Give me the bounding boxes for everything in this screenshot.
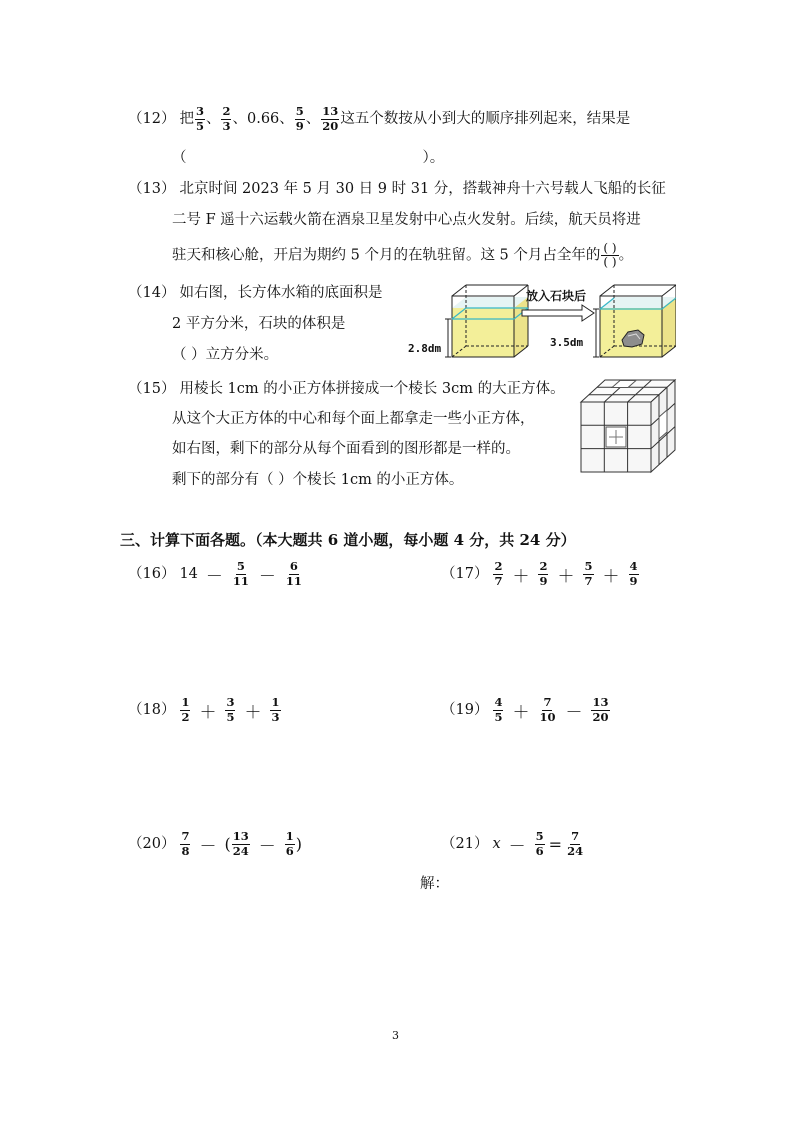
- q14-arrow-label: 放入石块后: [526, 289, 587, 303]
- q19-expression: （19） $\frac{4}{5}$ ＋ $\frac{7}{10}$ － $\frac{13}{20}$: [441, 695, 609, 724]
- q15-line3: 如右图，剩下的部分从每个面看到的图形都是一样的。: [172, 441, 520, 457]
- q14-height-after: 3.5dm: [550, 336, 584, 349]
- q20-number: （20）: [128, 836, 176, 852]
- q13-text-1: 北京时间 2023 年 5 月 30 日 9 时 31 分，搭载神舟十六号载人飞船的长征: [179, 181, 666, 197]
- q15-number: （15）: [128, 381, 176, 397]
- q12-fraction-3: $\frac{5}{9}$: [295, 104, 304, 133]
- q12-sep: 、: [232, 111, 247, 127]
- q18-number: （18）: [128, 702, 176, 718]
- q14-tank-figure: [404, 280, 676, 366]
- q12-number: （12）: [128, 111, 176, 127]
- q12-decimal: 0.66: [246, 111, 280, 127]
- q17-expression: （17） $\frac{2}{7}$ ＋ $\frac{2}{9}$ ＋ $\frac{5}{7}$ ＋ $\frac{4}{9}$: [441, 559, 638, 588]
- q14-line1: （14） 如右图，长方体水箱的底面积是: [128, 285, 383, 301]
- q19-number: （19）: [441, 702, 489, 718]
- q12-suffix: 这五个数按从小到大的顺序排列起来，结果是: [340, 111, 631, 127]
- q14-line3[interactable]: （ ）立方分米。: [172, 347, 279, 363]
- q20-expression: （20） $\frac{7}{8}$ － ( $\frac{13}{24}$ － $\frac{1}{6}$ ): [128, 829, 302, 858]
- q12-sep: 、: [279, 111, 294, 127]
- q12-answer-blank[interactable]: （ ）。: [172, 150, 445, 166]
- q18-expression: （18） $\frac{1}{2}$ ＋ $\frac{3}{5}$ ＋ $\frac{1}{3}$: [128, 695, 280, 724]
- q13-line3: 驻天和核心舱，开启为期约 5 个月的在轨驻留。这 5 个月占全年的 ( ) ( ) 。: [172, 241, 634, 270]
- q12-line1: [128, 106, 630, 132]
- q15-line1: （15） 用棱长 1cm 的小正方体拼接成一个棱长 3cm 的大正方体。: [128, 381, 565, 397]
- q12-fraction-4: $\frac{13}{20}$: [322, 104, 339, 133]
- q13-line1: [128, 177, 666, 198]
- q16-number: （16）: [128, 566, 176, 582]
- q13-line2: 二号 F 遥十六运载火箭在酒泉卫星发射中心点火发射。后续，航天员将进: [172, 212, 641, 228]
- q12-fraction-1: $\frac{3}{5}$: [195, 104, 204, 133]
- q15-line4[interactable]: 剩下的部分有（ ）个棱长 1cm 的小正方体。: [172, 472, 464, 488]
- q21-solve-label: 解：: [420, 876, 449, 892]
- q13-answer-fraction[interactable]: ( ) ( ): [603, 241, 617, 270]
- q12-sep: 、: [205, 111, 221, 127]
- q14-height-before: 2.8dm: [408, 342, 442, 355]
- q17-number: （17）: [441, 566, 489, 582]
- q12-prefix: 把: [179, 111, 194, 127]
- q13-number: （13）: [128, 181, 176, 197]
- q16-expression: （16） 14 － $\frac{5}{11}$ － $\frac{6}{11}$: [128, 559, 302, 588]
- q15-line2: 从这个大正方体的中心和每个面上都拿走一些小正方体，: [172, 411, 535, 427]
- section-3-title: 三、计算下面各题。（本大题共 6 道小题，每小题 4 分，共 24 分）: [120, 531, 576, 549]
- q21-expression: （21） x － $\frac{5}{6}$ = $\frac{7}{24}$: [441, 829, 584, 858]
- q14-number: （14）: [128, 285, 176, 301]
- q21-number: （21）: [441, 836, 489, 852]
- page-number: 3: [392, 1029, 399, 1042]
- q12-sep: 、: [305, 111, 321, 127]
- q12-fraction-2: $\frac{2}{3}$: [222, 104, 231, 133]
- q14-line2: 2 平方分米，石块的体积是: [172, 316, 346, 332]
- q15-cube-figure: [579, 378, 677, 474]
